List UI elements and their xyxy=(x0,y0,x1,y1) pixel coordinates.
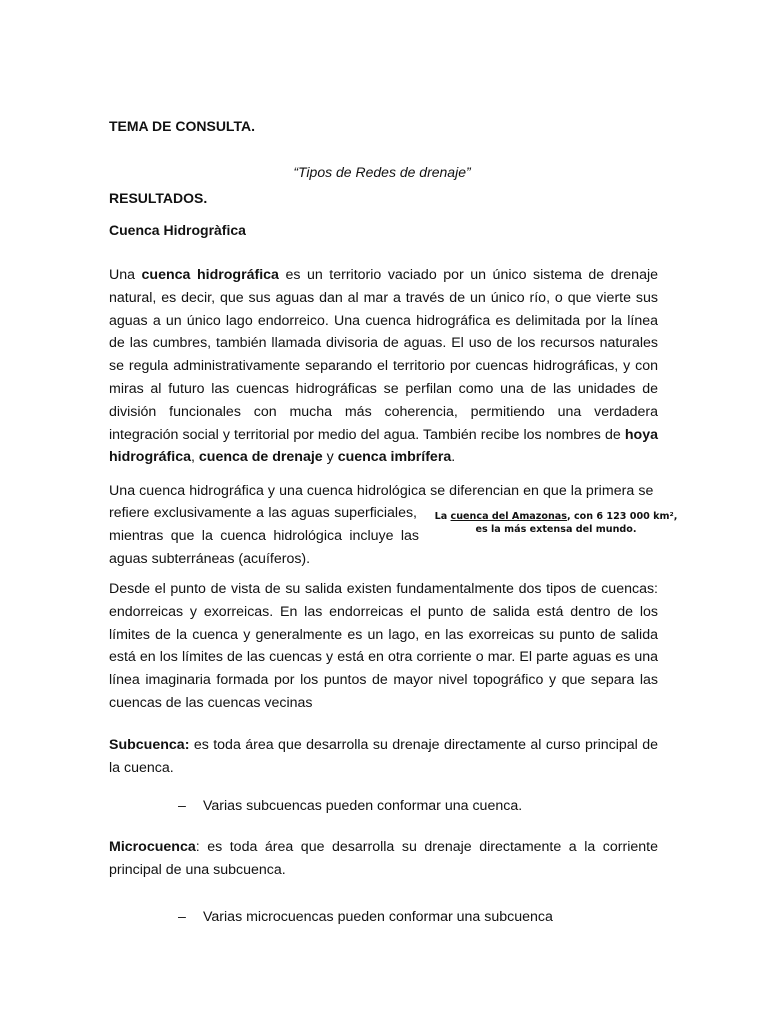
bold-term: hoya hidrográfica xyxy=(109,426,658,466)
paragraph-tipos-cuencas: Desde el punto de vista de su salida existen fundamentalmente dos tipos de cuencas: endorreicas y exorreicas. En las endorreicas el punto de salida está dentro de los límites de la cuenca y generalmente es un lago, en las exorreicas su punto de salida está en los límites de las cuencas y está en otra corriente o mar. El parte aguas es una línea imaginaria formada por los puntos de mayor nivel topográfico y que separa las cuencas de las cuencas vecinas xyxy=(109,581,658,711)
results-heading: RESULTADOS. xyxy=(109,190,208,206)
dash-icon: – xyxy=(178,798,186,814)
section-heading: Cuenca Hidrogràfica xyxy=(109,222,246,238)
document-title-text: “Tipos de Redes de drenaje” xyxy=(293,164,471,180)
document-title xyxy=(0,164,768,180)
dash-icon: – xyxy=(178,909,186,925)
bold-term: cuenca hidrográfica xyxy=(141,267,279,283)
bold-term: Subcuenca: xyxy=(109,737,190,753)
text-run: . xyxy=(451,449,456,466)
bullet-microcuenca xyxy=(178,908,553,926)
bullet-text: Varias microcuencas pueden conformar una subcuenca xyxy=(203,909,553,925)
bullet-subcuenca xyxy=(178,797,522,815)
paragraph-microcuenca xyxy=(109,836,658,882)
topic-heading: TEMA DE CONSULTA. xyxy=(109,118,255,134)
bold-term: Microcuenca xyxy=(109,839,196,855)
text-run: Una xyxy=(109,267,142,283)
text-run: y xyxy=(322,449,338,466)
text-run: es toda área que desarrolla su drenaje directamente al curso principal de la cuenca. xyxy=(109,737,658,776)
paragraph-hidrologica-line-2: refiere exclusivamente a las aguas superficiales, xyxy=(109,505,417,521)
caption-text: La xyxy=(434,511,451,522)
paragraph-cuenca-definition xyxy=(109,264,658,469)
paragraph-subcuenca xyxy=(109,734,658,780)
bold-term: cuenca imbrífera xyxy=(337,449,452,466)
caption-text: , con 6 123 000 km², es la más extensa del mundo. xyxy=(475,511,678,535)
text-run: : es toda área que desarrolla su drenaje directamente a la corriente principal de una subcuenca. xyxy=(109,839,658,878)
paragraph-hidrologica-line-1: Una cuenca hidrográfica y una cuenca hidrológica se diferencian en que la primera se xyxy=(109,483,654,499)
bullet-text: Varias subcuencas pueden conformar una cuenca. xyxy=(203,798,523,814)
caption-link[interactable]: cuenca del Amazonas xyxy=(450,511,567,522)
paragraph-hidrologica-line-3: mientras que la cuenca hidrológica incluye las xyxy=(109,528,419,544)
image-caption xyxy=(432,510,680,536)
paragraph-hidrologica-line-4: aguas subterráneas (acuíferos). xyxy=(109,551,311,567)
text-run: , xyxy=(191,449,199,466)
text-run: es un territorio vaciado por un único sistema de drenaje natural, es decir, que sus aguas dan al mar a través de un único río, o que vierte sus aguas a un único lago endorreico. Una cuenca hidrográfica es delimitada por la línea de las cumbres, también llamada divisoria de aguas. El uso de los recursos naturales se regula administrativamente separando el territorio por cuencas hidrográficas, y con miras al futuro las cuencas hidrográficas se perfilan como una de las unidades de división funcionales con mucha más coherencia, permitiendo una verdadera integración social y territorial por medio del agua. También recibe los nombres de xyxy=(109,267,659,443)
bold-term: cuenca de drenaje xyxy=(198,449,323,466)
